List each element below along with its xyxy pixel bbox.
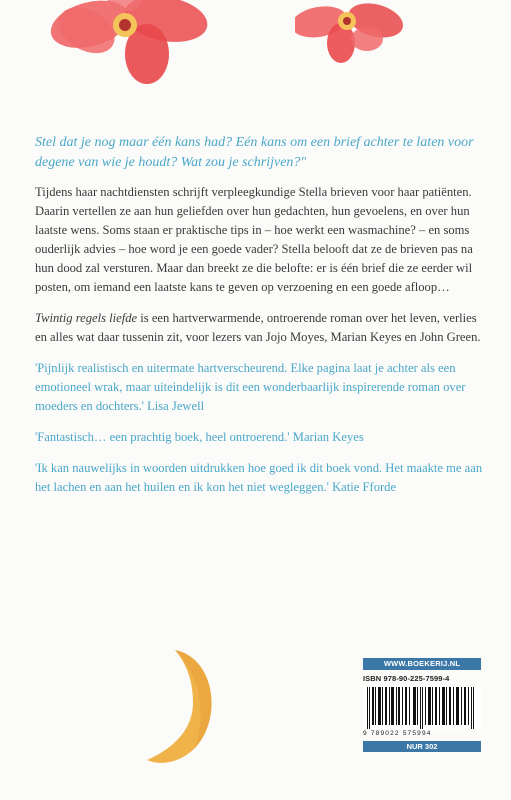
quote-1 — [35, 359, 485, 416]
description-text: is een hartverwarmende, ontroerende roman over het leven, verlies en alles wat daar tussenin zit, voor lezers van Jojo Moyes, Marian Keyes en John Green. — [35, 311, 481, 344]
synopsis: Tijdens haar nachtdiensten schrijft verpleegkundige Stella brieven voor haar patiënten. Daarin vertellen ze aan hun geliefden over hun gedachten, hun gevoelens, en over hun laatste wens. Soms staan er praktische tips in – hoe werkt een wasmachine? – en soms ouderlijk advies – hoe word je een goede vader? Stella belooft dat ze de brieven pas na hun dood zal versturen. Maar dan breekt ze die belofte: er is één brief die ze eerder wil posten, om iemand een laatste kans te geven op verzoening en een goede afloop… — [35, 185, 473, 294]
quote-2 — [35, 428, 485, 447]
publisher-url[interactable]: WWW.BOEKERIJ.NL — [363, 658, 481, 670]
right-flower-illustration — [295, 0, 405, 75]
back-cover-text — [35, 183, 485, 509]
tagline: Stel dat je nog maar één kans had? Eén kans om een brief achter te laten voor degene van wie je houdt? Wat zou je schrijven?" — [35, 135, 474, 170]
quote-text: 'Fantastisch… een prachtig boek, heel ontroerend.' — [35, 430, 290, 444]
quote-3 — [35, 459, 485, 497]
quote-author: Katie Fforde — [328, 480, 397, 494]
barcode-digits: 9 789022 575994 — [363, 730, 432, 737]
barcode — [363, 687, 481, 729]
nur-code: NUR 302 — [363, 741, 481, 752]
quote-text: 'Ik kan nauwelijks in woorden uitdrukken hoe goed ik dit boek vond. Het maakte me aan het lachen en aan het huilen en ik kon het niet wegleggen.' — [35, 461, 483, 494]
left-flower-illustration — [40, 0, 220, 100]
moon-illustration — [145, 648, 225, 768]
description — [35, 309, 485, 347]
quote-author: Lisa Jewell — [143, 399, 205, 413]
quote-author: Marian Keyes — [289, 430, 364, 444]
quote-text: 'Pijnlijk realistisch en uitermate hartverscheurend. Elke pagina laat je achter als een emotioneel wrak, maar uiteindelijk is dit een wonderbaarlijk inspirerende roman over moeders en dochters.' — [35, 361, 466, 413]
imprint-block — [363, 658, 481, 752]
isbn: ISBN 978-90-225-7599-4 — [363, 674, 450, 683]
barcode-bars — [363, 687, 481, 729]
book-title: Twintig regels liefde — [35, 311, 138, 325]
